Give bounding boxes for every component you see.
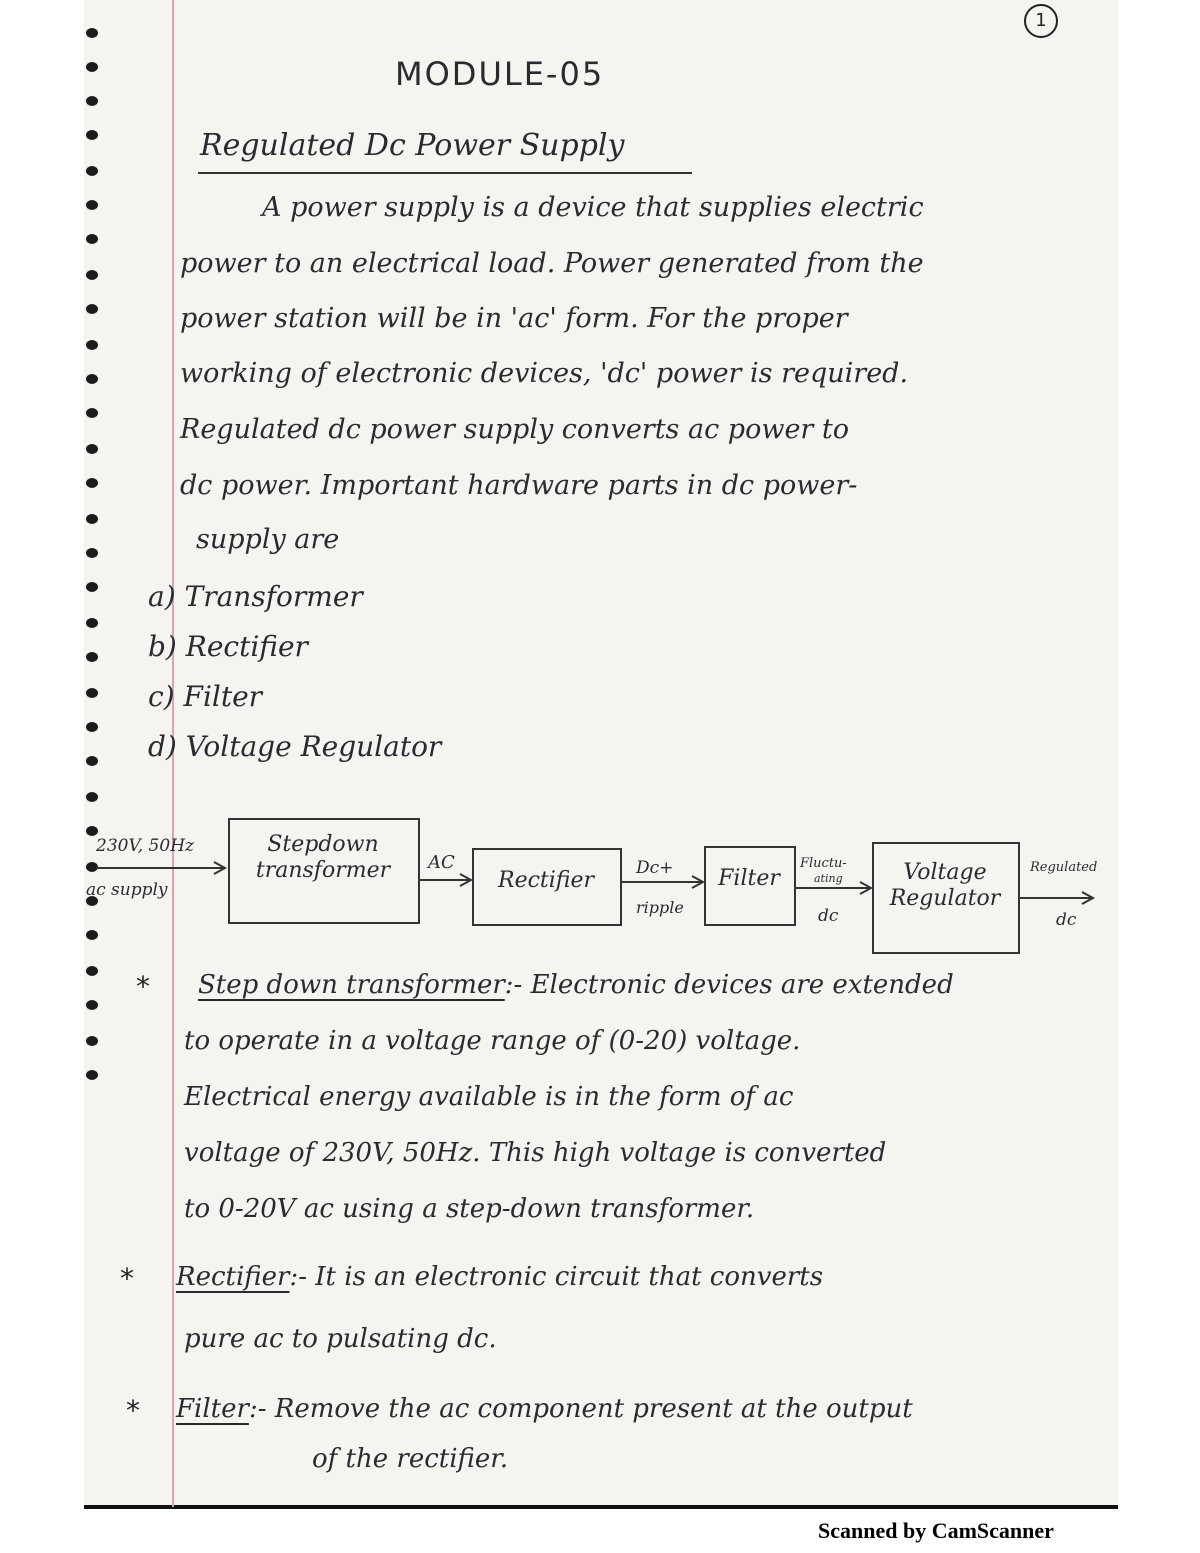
note-line: voltage of 230V, 50Hz. This high voltage is converted <box>184 1138 887 1168</box>
output-label-dc: dc <box>1056 910 1077 930</box>
intro-line: supply are <box>196 524 340 555</box>
part-label: Voltage Regulator <box>185 730 442 763</box>
note-text: :- It is an electronic circuit that converts <box>289 1262 824 1292</box>
intro-line: Regulated dc power supply converts ac power to <box>180 414 850 445</box>
link-label-ating: ating <box>814 872 843 885</box>
note-term: Step down transformer <box>198 970 505 1000</box>
link-label-dc: Dc+ <box>636 858 674 878</box>
part-label: Filter <box>183 680 263 713</box>
voltage-regulator-label <box>874 860 1016 912</box>
input-label-supply: ac supply <box>86 880 168 900</box>
part-marker: c) <box>148 680 175 713</box>
scanner-watermark: Scanned by CamScanner <box>818 1518 1054 1543</box>
note-line: to operate in a voltage range of (0-20) voltage. <box>184 1026 801 1056</box>
block-line: transformer <box>255 858 391 883</box>
note-marker: * <box>126 1394 140 1427</box>
block-line: Regulator <box>889 886 1001 911</box>
link-label-fluct: Fluctu- <box>800 856 847 871</box>
intro-line: power station will be in 'ac' form. For the proper <box>180 303 848 334</box>
link-label-ripple: ripple <box>636 898 684 917</box>
filter-label: Filter <box>718 866 780 891</box>
note-term: Rectifier <box>176 1262 290 1292</box>
note-marker: * <box>120 1262 134 1295</box>
module-title: MODULE-05 <box>395 55 605 93</box>
rectifier-label: Rectifier <box>498 868 594 893</box>
page-number: 1 <box>1024 4 1058 38</box>
note-text: :- Electronic devices are extended <box>504 970 954 1000</box>
note-line: Electrical energy available is in the form of ac <box>184 1082 794 1112</box>
note-line <box>176 1262 823 1292</box>
part-label: Rectifier <box>185 630 308 663</box>
note-line <box>176 1394 913 1424</box>
link-label-ac: AC <box>428 852 455 873</box>
stepdown-transformer-label <box>230 832 416 884</box>
link-label-dc-out: dc <box>818 906 839 926</box>
intro-line: A power supply is a device that supplies electric <box>262 192 924 223</box>
note-term: Filter <box>176 1394 249 1424</box>
note-line: pure ac to pulsating dc. <box>184 1324 497 1354</box>
part-label: Transformer <box>184 580 363 613</box>
part-marker: a) <box>148 580 176 613</box>
note-text: :- Remove the ac component present at the output <box>248 1394 913 1424</box>
note-line: to 0-20V ac using a step-down transformer. <box>184 1194 755 1224</box>
note-marker: * <box>136 970 150 1003</box>
intro-line: power to an electrical load. Power generated from the <box>180 248 924 279</box>
output-label-regulated: Regulated <box>1030 860 1098 875</box>
intro-line: dc power. Important hardware parts in dc power- <box>180 470 858 501</box>
part-marker: d) <box>148 730 177 763</box>
section-heading: Regulated Dc Power Supply <box>200 128 625 163</box>
block-line: Voltage <box>903 860 987 885</box>
block-line: Stepdown <box>267 832 379 857</box>
note-line <box>198 970 954 1000</box>
part-marker: b) <box>148 630 177 663</box>
input-label-voltage: 230V, 50Hz <box>96 836 194 856</box>
intro-line: working of electronic devices, 'dc' power is required. <box>180 358 909 389</box>
note-line: of the rectifier. <box>312 1444 509 1474</box>
